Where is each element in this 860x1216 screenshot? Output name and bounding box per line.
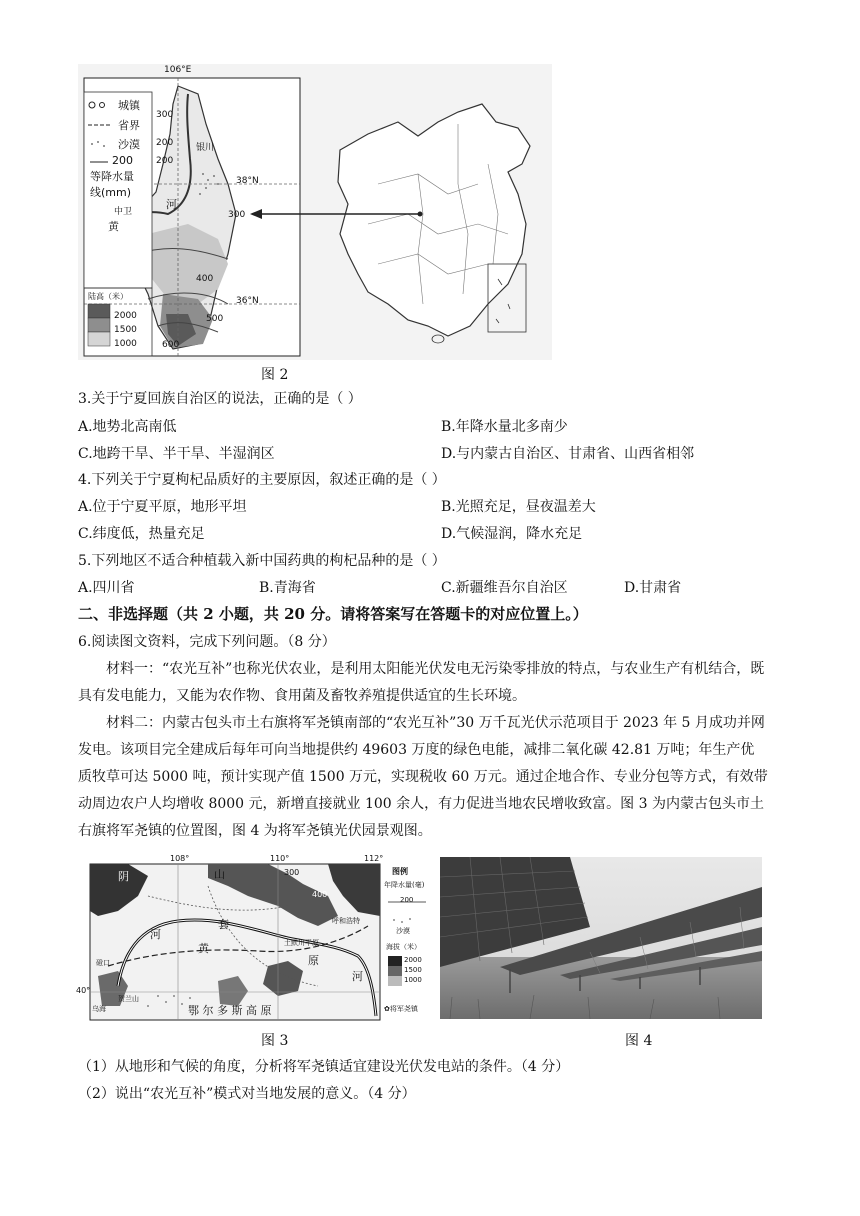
figure-2-map: [78, 64, 552, 360]
fig3-place-tumochuan: 土默川平原: [284, 939, 319, 947]
figure-4-illustration: [440, 857, 762, 1019]
question-6-stem: 6.阅读图文资料，完成下列问题。（8 分）: [78, 634, 336, 650]
longitude-label: 106°E: [164, 65, 192, 75]
place-river-huang: 黄: [108, 220, 119, 233]
fig3-iso-300: 300: [284, 868, 300, 877]
place-yinchuan: 银川: [196, 143, 215, 153]
fig3-place-he2: 河: [352, 970, 363, 983]
fig3-place-yuan: 原: [308, 954, 319, 967]
fig3-place-yin: 阴: [118, 870, 129, 883]
question-3-option-c: C.地跨干旱、半干旱、半湿润区: [78, 446, 275, 462]
question-5-option-d: D.甘肃省: [624, 580, 682, 596]
fig3-legend-desert: 沙漠: [396, 927, 410, 935]
fig3-legend-elev-title: 海拔（米）: [386, 943, 421, 951]
question-3-option-d: D.与内蒙古自治区、甘肃省、山西省相邻: [441, 446, 695, 462]
legend-isoline-label-2: 线(mm): [90, 186, 132, 199]
fig3-place-helan: 贺兰山: [118, 995, 139, 1003]
legend-desert: 沙漠: [118, 138, 140, 151]
legend-border: 省界: [118, 119, 140, 132]
legend-elevation-title: 陆高（米）: [88, 292, 128, 301]
question-5-option-c: C.新疆维吾尔自治区: [441, 580, 568, 596]
figure-2: [78, 64, 552, 360]
question-4-option-a: A.位于宁夏平原，地形平坦: [78, 499, 247, 515]
isoline-400: 400: [196, 274, 214, 284]
figure-4-photo: [440, 857, 762, 1019]
legend-isoline-label-1: 等降水量: [90, 170, 134, 183]
question-5-stem: 5.下列地区不适合种植载入新中国药典的枸杞品种的是（ ）: [78, 553, 446, 569]
figure-4-caption: 图 4: [625, 1033, 653, 1049]
question-3-option-a: A.地势北高南低: [78, 419, 177, 435]
fig3-legend-title: 图例: [392, 867, 408, 876]
fig3-legend-town: ✿将军尧镇: [384, 1005, 418, 1013]
fig3-legend-rain-value: 200: [400, 896, 414, 904]
fig3-legend-elev-1000: 1000: [404, 976, 422, 984]
fig3-place-wuhai: 乌海: [92, 1005, 106, 1013]
isoline-300-a: 300: [156, 110, 174, 120]
legend-elevation-1000: 1000: [114, 339, 137, 349]
question-6-material-2: 材料二：内蒙古包头市土右旗将军尧镇南部的“农光互补”30 万千瓦光伏示范项目于 2023 年 5 月成功并网发电。该项目完全建成后每年可向当地提供约 49603 万度的绿色电能，减排二氧化碳 42.81 万吨；年生产优质牧草可达 5000 吨，预计实现产值 1500 万元，实现税收 60 万元。通过企地合作、专业分包等方式，有效带动周边农户人均增收 8000 元，新增直接就业 100 余人，有力促进当地农民增收致富。图 3 为内蒙古包头市土右旗将军尧镇的位置图，图 4 为将军尧镇光伏园景观图。: [78, 715, 768, 839]
fig3-place-he1: 河: [150, 928, 161, 941]
isoline-500: 500: [206, 314, 224, 324]
fig3-place-ordos: 鄂 尔 多 斯 高 原: [188, 1004, 272, 1017]
fig3-lon-110: 110°: [270, 854, 290, 863]
latitude-label-38: 38°N: [236, 176, 259, 186]
place-zhongwei: 中卫: [114, 207, 133, 217]
fig3-lat-40: 40°: [76, 986, 91, 995]
fig3-lon-112: 112°: [364, 854, 384, 863]
fig3-legend-elev-1500: 1500: [404, 966, 422, 974]
isoline-200-b: 200: [156, 156, 174, 166]
fig3-iso-400: 400: [312, 890, 328, 899]
isoline-300-b: 300: [228, 210, 246, 220]
figure-3-map: [88, 856, 434, 1024]
figure-2-caption: 图 2: [261, 367, 289, 383]
fig3-place-shan: 山: [214, 868, 225, 881]
fig3-lon-108: 108°: [170, 854, 190, 863]
fig3-place-tao: 套: [218, 918, 229, 931]
legend-isoline-value: 200: [112, 154, 133, 167]
legend-elevation-1500: 1500: [114, 325, 137, 335]
legend-elevation-2000: 2000: [114, 311, 137, 321]
isoline-200-a: 200: [156, 138, 174, 148]
question-4-option-b: B.光照充足，昼夜温差大: [441, 499, 596, 515]
isoline-600: 600: [162, 340, 180, 350]
question-3-option-b: B.年降水量北多南少: [441, 419, 568, 435]
fig3-legend-rain: 年降水量(毫): [384, 881, 425, 889]
place-river-he: 河: [166, 198, 177, 211]
question-6-material-1: 材料一：“农光互补”也称光伏农业，是利用太阳能光伏发电无污染零排放的特点，与农业生产有机结合，既具有发电能力，又能为农作物、食用菌及畜牧养殖提供适宜的生长环境。: [78, 661, 765, 704]
question-5-option-a: A.四川省: [78, 580, 135, 596]
fig3-place-huang: 黄: [198, 942, 209, 955]
fig3-legend-town-label: 将军尧镇: [389, 1005, 418, 1013]
question-4-option-d: D.气候湿润，降水充足: [441, 526, 583, 542]
figure-3-caption: 图 3: [261, 1033, 289, 1049]
latitude-label-36: 36°N: [236, 296, 259, 306]
question-6-sub-1: （1）从地形和气候的角度，分析将军尧镇适宜建设光伏发电站的条件。（4 分）: [78, 1059, 570, 1075]
fig3-place-dengkou: 磴口: [96, 959, 110, 967]
fig3-place-hohhot: 呼和浩特: [332, 917, 360, 925]
question-6-sub-2: （2）说出“农光互补”模式对当地发展的意义。（4 分）: [78, 1086, 416, 1102]
section-2-heading: 二、非选择题（共 2 小题，共 20 分。请将答案写在答题卡的对应位置上。）: [78, 605, 588, 623]
figure-3: [76, 854, 434, 1024]
legend-city: 城镇: [118, 99, 140, 112]
question-3-stem: 3.关于宁夏回族自治区的说法，正确的是（ ）: [78, 391, 362, 407]
question-4-stem: 4.下列关于宁夏枸杞品质好的主要原因，叙述正确的是（ ）: [78, 472, 446, 488]
fig3-legend-elev-2000: 2000: [404, 956, 422, 964]
question-4-option-c: C.纬度低，热量充足: [78, 526, 205, 542]
question-5-option-b: B.青海省: [259, 580, 316, 596]
